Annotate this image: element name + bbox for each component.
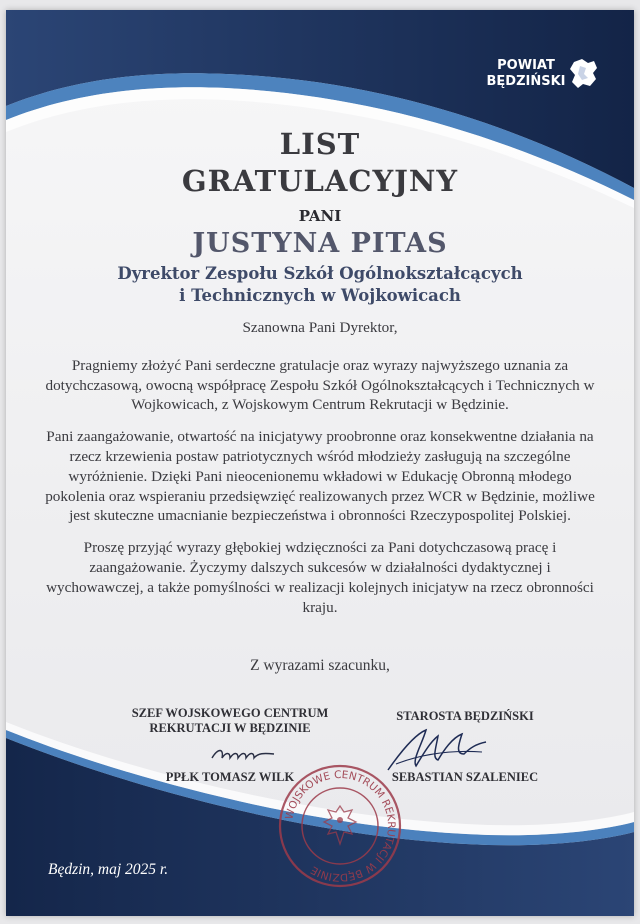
- title-line: GRATULACYJNY: [181, 164, 459, 198]
- stamp-text: [283, 769, 397, 883]
- brand-line: POWIAT: [497, 58, 555, 73]
- map-icon: [566, 56, 602, 92]
- signatory-title-line: SZEF WOJSKOWEGO CENTRUM: [131, 706, 329, 720]
- title-line: LIST: [279, 127, 361, 161]
- salutation-prefix: PANI: [298, 207, 342, 225]
- signatory-title-line: STAROSTA BĘDZIŃSKI: [396, 709, 534, 723]
- closing-phrase: Z wyrazami szacunku,: [250, 657, 390, 674]
- left-signature: [208, 740, 278, 768]
- place-and-date: Będzin, maj 2025 r.: [48, 861, 169, 878]
- body-paragraph: Pragniemy złożyć Pani serdeczne gratulacje oraz wyrazy najwyższego uznania za dotychczasową, owocną współpracę Zespołu Szkół Ogólnokształcących i Technicznych w Wojkowicach, z Wojskowym Centrum Rekrutacji w Będzinie.: [45, 356, 595, 414]
- left-signatory-name: PPŁK TOMASZ WILK: [165, 770, 295, 784]
- recipient-name: JUSTYNA PITAS: [192, 228, 448, 259]
- document-title: [0, 126, 640, 200]
- official-stamp: [276, 762, 404, 890]
- role-line: i Technicznych w Wojkowicach: [179, 286, 461, 305]
- brand-line: BĘDZIŃSKI: [486, 74, 566, 89]
- right-signatory-name: SEBASTIAN SZALENIEC: [391, 770, 539, 784]
- signatory-title-line: REKRUTACJI W BĘDZINIE: [149, 721, 311, 735]
- greeting: Szanowna Pani Dyrektor,: [242, 319, 398, 336]
- recipient-role: [0, 263, 640, 307]
- body-paragraph: Pani zaangażowanie, otwartość na inicjatywy proobronne oraz konsekwentne działania na rzecz krzewienia postaw patriotycznych wśród młodzieży zasługują na szczególne wyróżnienie. Dzięki Pani nieocenionemu wkładowi w Edukację Obronną młodego pokolenia oraz wspieraniu przedsięwzięć realizowanych przez WCR w Będzinie, możliwe jest skuteczne umacnianie bezpieczeństwa i obronności Rzeczypospolitej Polskiej.: [45, 428, 595, 525]
- stamp-text-path: WOJSKOWE CENTRUM REKRUTACJI W BĘDZINIE: [283, 768, 398, 884]
- eagle-emblem-icon: [324, 806, 356, 844]
- body-paragraph: Proszę przyjąć wyrazy głębokiej wdzięczności za Pani dotychczasową pracę i zaangażowanie. Życzymy dalszych sukcesów w działalności dydaktycznej i wychowawczej, a także pomyślności w realizacji kolejnych inicjatyw na rzecz obronności kraju.: [46, 539, 594, 616]
- left-signatory-title: [110, 706, 350, 736]
- role-line: Dyrektor Zespołu Szkół Ogólnokształcących: [117, 264, 523, 283]
- letter-body: [40, 318, 600, 629]
